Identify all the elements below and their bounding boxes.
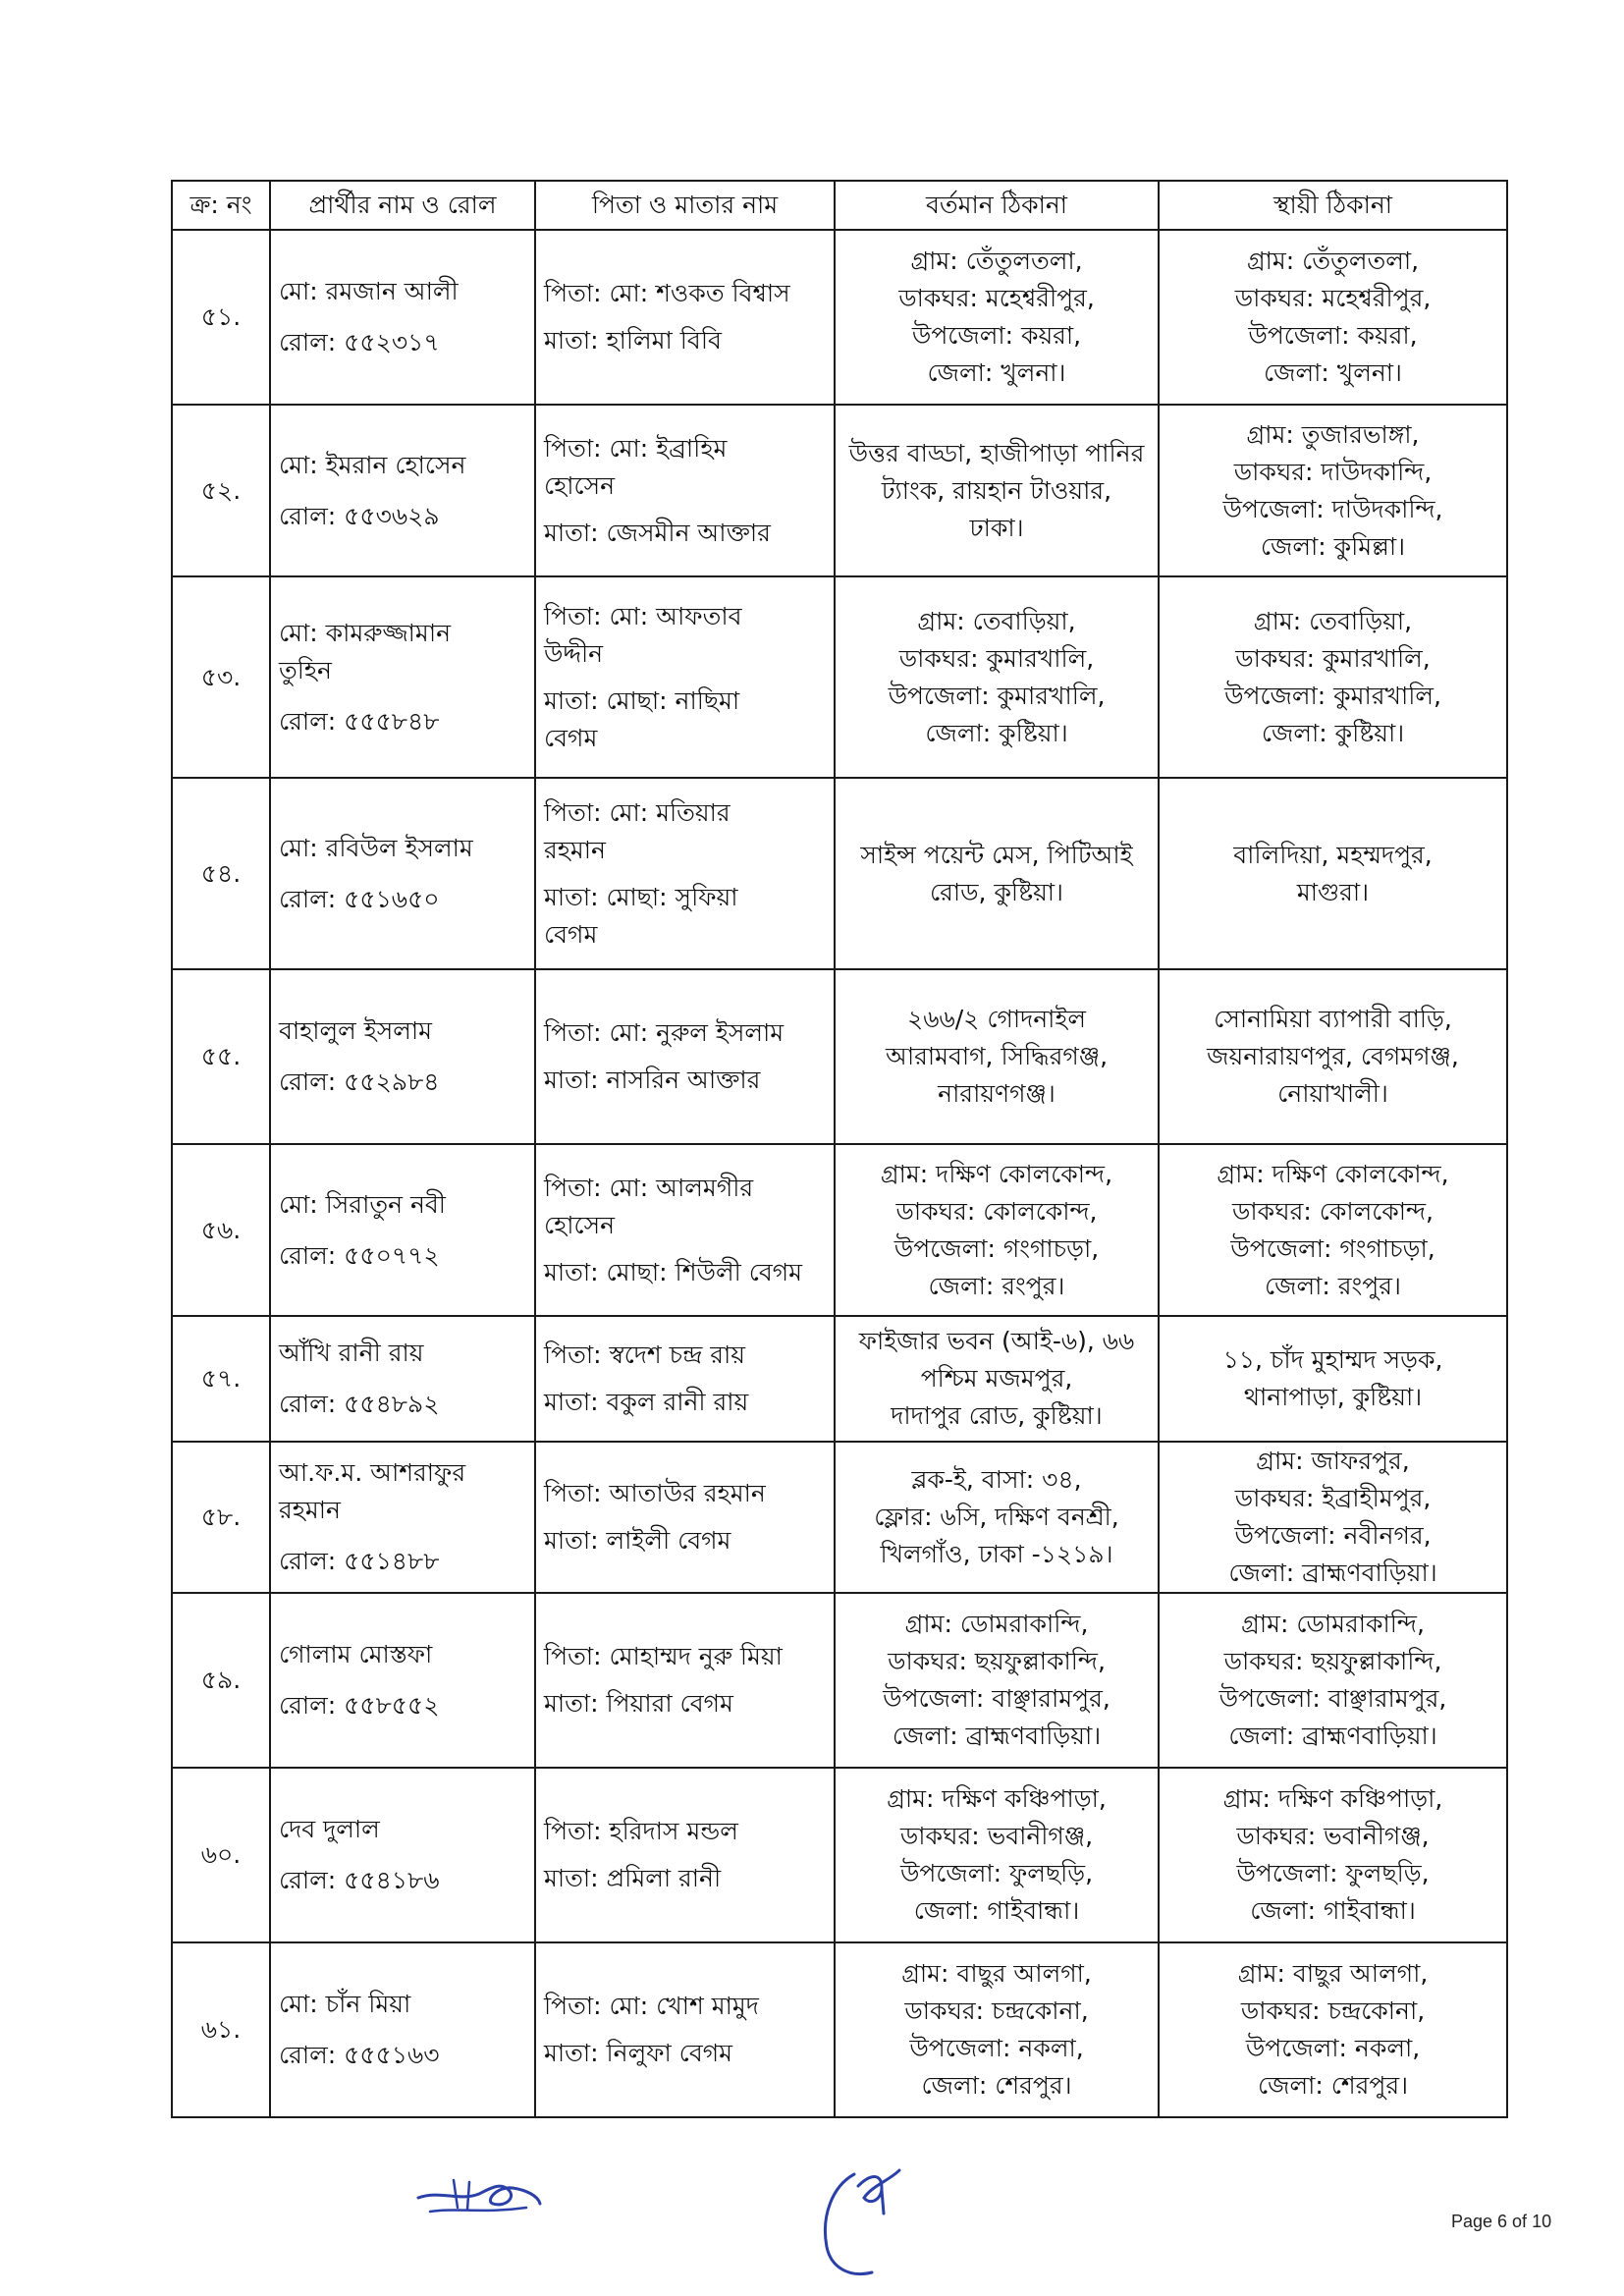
present-address-line: ডাকঘর: মহেশ্বরীপুর, bbox=[898, 284, 1095, 312]
candidate-name: দেব দুলাল bbox=[279, 1815, 380, 1843]
permanent-address-line: উপজেলা: দাউদকান্দি, bbox=[1222, 494, 1443, 523]
name-roll-cell bbox=[270, 1144, 535, 1316]
present-address-line: নারায়ণগঞ্জ। bbox=[938, 1079, 1056, 1108]
name-roll-cell bbox=[270, 1768, 535, 1942]
serial-number: ৬০. bbox=[172, 1768, 270, 1942]
parents-cell bbox=[535, 778, 835, 969]
table-row bbox=[172, 576, 1507, 778]
permanent-address-line: ডাকঘর: ভবানীগঞ্জ, bbox=[1236, 1822, 1430, 1850]
serial-number: ৫৩. bbox=[172, 576, 270, 778]
present-address-line: উপজেলা: ফুলছড়ি, bbox=[899, 1859, 1094, 1887]
mother-name: মাতা: মোছা: নাছিমা bbox=[544, 685, 740, 715]
permanent-address-line: সোনামিয়া ব্যাপারী বাড়ি, bbox=[1214, 1005, 1452, 1033]
permanent-address-line: জয়নারায়ণপুর, বেগমগঞ্জ, bbox=[1207, 1042, 1459, 1070]
candidate-roll: রোল: ৫৫৪৮৯২ bbox=[279, 1390, 440, 1418]
permanent-address-cell bbox=[1159, 778, 1507, 969]
mother-name: মাতা: প্রমিলা রানী bbox=[544, 1864, 722, 1892]
table-header-row bbox=[172, 181, 1507, 230]
table-row bbox=[172, 1442, 1507, 1593]
permanent-address-line: ডাকঘর: চন্দ্রকোনা, bbox=[1240, 1996, 1426, 2025]
serial-number: ৫৮. bbox=[172, 1442, 270, 1593]
present-address-line: ডাকঘর: কোলকোন্দ, bbox=[895, 1196, 1098, 1226]
father-name: পিতা: স্বদেশ চন্দ্র রায় bbox=[544, 1340, 746, 1369]
name-roll-cell bbox=[270, 1593, 535, 1768]
permanent-address-line: ডাকঘর: ছয়ফুল্লাকান্দি, bbox=[1223, 1647, 1442, 1675]
father-name: রহমান bbox=[544, 835, 606, 864]
header-present-address: বর্তমান ঠিকানা bbox=[835, 181, 1159, 230]
father-name: পিতা: হরিদাস মন্ডল bbox=[544, 1817, 738, 1845]
permanent-address-line: জেলা: খুলনা। bbox=[1264, 358, 1402, 387]
candidate-name: মো: কামরুজ্জামান bbox=[279, 618, 451, 647]
parents-cell bbox=[535, 1768, 835, 1942]
candidate-roll: রোল: ৫৫২৩১৭ bbox=[279, 328, 440, 356]
signature-right bbox=[813, 2157, 921, 2284]
permanent-address-line: জেলা: ব্রাহ্মণবাড়িয়া। bbox=[1228, 1558, 1437, 1587]
permanent-address-line: জেলা: রংপুর। bbox=[1265, 1271, 1401, 1300]
mother-block bbox=[544, 1062, 826, 1099]
parents-cell bbox=[535, 230, 835, 405]
permanent-address-line: গ্রাম: দক্ষিণ কোলকোন্দ, bbox=[1217, 1159, 1449, 1188]
mother-name: মাতা: জেসমীন আক্তার bbox=[544, 518, 771, 547]
present-address-line: উপজেলা: গংগাচড়া, bbox=[893, 1233, 1100, 1263]
present-address-line: গ্রাম: তেঁতুলতলা, bbox=[910, 246, 1083, 275]
permanent-address-line: মাগুরা। bbox=[1296, 877, 1370, 906]
present-address-cell bbox=[835, 576, 1159, 778]
name-roll-cell bbox=[270, 1442, 535, 1593]
father-name: পিতা: মো: আফতাব bbox=[544, 601, 742, 630]
mother-block bbox=[544, 1384, 826, 1421]
present-address-cell bbox=[835, 405, 1159, 576]
parents-cell bbox=[535, 1942, 835, 2117]
candidate-roll: রোল: ৫৫৮৫৫২ bbox=[279, 1691, 440, 1720]
permanent-address-line: ডাকঘর: ইব্রাহীমপুর, bbox=[1234, 1484, 1432, 1512]
name-roll-cell bbox=[270, 230, 535, 405]
mother-block bbox=[544, 1254, 826, 1291]
parents-cell bbox=[535, 1593, 835, 1768]
mother-name: মাতা: লাইলী বেগম bbox=[544, 1526, 731, 1555]
permanent-address-cell bbox=[1159, 405, 1507, 576]
candidate-roll: রোল: ৫৫১৬৫০ bbox=[279, 884, 440, 913]
present-address-line: ফ্লোর: ৬সি, দক্ষিণ বনশ্রী, bbox=[874, 1503, 1119, 1531]
candidate-roll: রোল: ৫৫৩৬২৯ bbox=[279, 501, 440, 530]
permanent-address-cell bbox=[1159, 1442, 1507, 1593]
present-address-line: জেলা: রংপুর। bbox=[928, 1271, 1065, 1300]
present-address-cell bbox=[835, 1442, 1159, 1593]
present-address-line: জেলা: ব্রাহ্মণবাড়িয়া। bbox=[892, 1722, 1102, 1750]
present-address-line: আরামবাগ, সিদ্ধিরগঞ্জ, bbox=[885, 1042, 1109, 1070]
table-row bbox=[172, 969, 1507, 1144]
present-address-line: গ্রাম: বাছুর আলগা, bbox=[901, 1959, 1092, 1988]
father-name: হোসেন bbox=[544, 470, 616, 500]
father-name: পিতা: মো: নুরুল ইসলাম bbox=[544, 1018, 785, 1047]
present-address-line: গ্রাম: দক্ষিণ কোলকোন্দ, bbox=[880, 1159, 1113, 1188]
mother-name: মাতা: পিয়ারা বেগম bbox=[544, 1689, 733, 1718]
mother-name: বেগম bbox=[544, 919, 598, 949]
parents-cell bbox=[535, 969, 835, 1144]
present-address-line: পশ্চিম মজমপুর, bbox=[920, 1364, 1073, 1393]
present-address-cell bbox=[835, 1316, 1159, 1442]
mother-name: মাতা: হালিমা বিবি bbox=[544, 326, 722, 355]
permanent-address-line: ডাকঘর: কুমারখালি, bbox=[1235, 643, 1431, 673]
father-name: পিতা: মো: মতিয়ার bbox=[544, 797, 731, 827]
mother-block bbox=[544, 515, 826, 552]
mother-block bbox=[544, 1860, 826, 1897]
candidate-name: বাহালুল ইসলাম bbox=[279, 1016, 433, 1045]
header-parents: পিতা ও মাতার নাম bbox=[535, 181, 835, 230]
permanent-address-line: থানাপাড়া, কুষ্টিয়া। bbox=[1243, 1383, 1423, 1411]
present-address-line: গ্রাম: তেবাড়িয়া, bbox=[917, 606, 1076, 635]
permanent-address-cell bbox=[1159, 1316, 1507, 1442]
table-row bbox=[172, 1316, 1507, 1442]
parents-cell bbox=[535, 1442, 835, 1593]
present-address-line: ফাইজার ভবন (আই-৬), ৬৬ bbox=[858, 1327, 1135, 1355]
candidate-roll: রোল: ৫৫৫৮৪৮ bbox=[279, 706, 440, 736]
permanent-address-line: উপজেলা: বাঞ্ছারামপুর, bbox=[1218, 1684, 1447, 1713]
present-address-cell bbox=[835, 1144, 1159, 1316]
present-address-cell bbox=[835, 1942, 1159, 2117]
present-address-line: উপজেলা: কয়রা, bbox=[911, 321, 1082, 350]
present-address-line: উপজেলা: বাঞ্ছারামপুর, bbox=[883, 1684, 1110, 1713]
header-serial: ক্র: নং bbox=[172, 181, 270, 230]
candidate-name: মো: রবিউল ইসলাম bbox=[279, 833, 473, 862]
present-address-line: জেলা: খুলনা। bbox=[927, 358, 1066, 387]
present-address-cell bbox=[835, 1593, 1159, 1768]
parents-cell bbox=[535, 576, 835, 778]
present-address-line: ট্যাংক, রায়হান টাওয়ার, bbox=[881, 475, 1112, 505]
permanent-address-line: ১১, চাঁদ মুহাম্মদ সড়ক, bbox=[1222, 1345, 1443, 1374]
table-body bbox=[172, 230, 1507, 2117]
candidate-name: মো: সিরাতুন নবী bbox=[279, 1189, 446, 1219]
candidate-table bbox=[171, 180, 1508, 2118]
permanent-address-line: জেলা: গাইবান্ধা। bbox=[1250, 1896, 1416, 1925]
mother-block bbox=[544, 2035, 826, 2072]
candidate-name: আঁখি রানী রায় bbox=[279, 1339, 424, 1367]
candidate-name: মো: রমজান আলী bbox=[279, 277, 459, 305]
page-number: Page 6 of 10 bbox=[1451, 2212, 1552, 2231]
permanent-address-line: গ্রাম: তুজারভাঙ্গা, bbox=[1246, 419, 1420, 449]
father-name: পিতা: মো: আলমগীর bbox=[544, 1173, 754, 1202]
candidate-name: মো: ইমরান হোসেন bbox=[279, 450, 466, 479]
present-address-cell bbox=[835, 1768, 1159, 1942]
father-name: পিতা: মো: ইব্রাহিম bbox=[544, 433, 728, 463]
table-row bbox=[172, 1593, 1507, 1768]
header-name-roll: প্রার্থীর নাম ও রোল bbox=[270, 181, 535, 230]
present-address-cell bbox=[835, 230, 1159, 405]
father-name: পিতা: মো: খোশ মামুদ bbox=[544, 1992, 759, 2020]
table-row bbox=[172, 405, 1507, 576]
permanent-address-line: গ্রাম: জাফরপুর, bbox=[1256, 1447, 1410, 1475]
table-row bbox=[172, 1942, 1507, 2117]
father-name: পিতা: মো: শওকত বিশ্বাস bbox=[544, 279, 790, 307]
name-roll-cell bbox=[270, 576, 535, 778]
serial-number: ৫৪. bbox=[172, 778, 270, 969]
table-row bbox=[172, 230, 1507, 405]
name-roll-cell bbox=[270, 969, 535, 1144]
candidate-roll: রোল: ৫৫২৯৮৪ bbox=[279, 1067, 440, 1096]
permanent-address-cell bbox=[1159, 969, 1507, 1144]
present-address-line: দাদাপুর রোড, কুষ্টিয়া। bbox=[891, 1401, 1103, 1430]
present-address-line: ডাকঘর: কুমারখালি, bbox=[898, 643, 1095, 673]
present-address-line: সাইন্স পয়েন্ট মেস, পিটিআই bbox=[860, 840, 1133, 869]
table-row bbox=[172, 1144, 1507, 1316]
name-roll-cell bbox=[270, 778, 535, 969]
header-permanent-address: স্থায়ী ঠিকানা bbox=[1159, 181, 1507, 230]
mother-name: মাতা: নাসরিন আক্তার bbox=[544, 1066, 761, 1094]
parents-cell bbox=[535, 405, 835, 576]
permanent-address-cell bbox=[1159, 1144, 1507, 1316]
present-address-line: উপজেলা: নকলা, bbox=[909, 2034, 1084, 2062]
present-address-line: ডাকঘর: ভবানীগঞ্জ, bbox=[899, 1822, 1094, 1850]
serial-number: ৬১. bbox=[172, 1942, 270, 2117]
permanent-address-line: উপজেলা: ফুলছড়ি, bbox=[1236, 1859, 1430, 1887]
permanent-address-line: গ্রাম: ডোমরাকান্দি, bbox=[1241, 1610, 1425, 1638]
mother-name: মাতা: মোছা: সুফিয়া bbox=[544, 882, 738, 911]
present-address-line: ডাকঘর: ছয়ফুল্লাকান্দি, bbox=[888, 1647, 1106, 1675]
candidate-roll: রোল: ৫৫৪১৮৬ bbox=[279, 1866, 440, 1894]
permanent-address-line: গ্রাম: তেবাড়িয়া, bbox=[1253, 606, 1413, 635]
mother-block bbox=[544, 683, 826, 757]
parents-cell bbox=[535, 1316, 835, 1442]
permanent-address-line: নোয়াখালী। bbox=[1277, 1079, 1388, 1108]
candidate-roll: রোল: ৫৫১৪৮৮ bbox=[279, 1547, 440, 1575]
mother-block bbox=[544, 322, 826, 359]
present-address-line: উত্তর বাড্ডা, হাজীপাড়া পানির bbox=[848, 438, 1145, 467]
permanent-address-line: ডাকঘর: মহেশ্বরীপুর, bbox=[1234, 284, 1432, 312]
father-name: উদ্দীন bbox=[544, 638, 604, 668]
mother-name: মাতা: মোছা: শিউলী বেগম bbox=[544, 1257, 803, 1286]
permanent-address-line: উপজেলা: গংগাচড়া, bbox=[1230, 1233, 1435, 1263]
permanent-address-line: উপজেলা: নবীনগর, bbox=[1234, 1521, 1432, 1550]
present-address-cell bbox=[835, 969, 1159, 1144]
present-address-line: খিলগাঁও, ঢাকা -১২১৯। bbox=[880, 1540, 1113, 1568]
parents-cell bbox=[535, 1144, 835, 1316]
permanent-address-cell bbox=[1159, 1768, 1507, 1942]
permanent-address-line: গ্রাম: বাছুর আলগা, bbox=[1237, 1959, 1429, 1988]
present-address-line: জেলা: কুষ্টিয়া। bbox=[925, 718, 1068, 747]
present-address-line: ২৬৬/২ গোদনাইল bbox=[906, 1005, 1087, 1033]
mother-name: মাতা: বকুল রানী রায় bbox=[544, 1388, 749, 1416]
permanent-address-line: ডাকঘর: কোলকোন্দ, bbox=[1231, 1196, 1434, 1226]
mother-name: মাতা: নিলুফা বেগম bbox=[544, 2039, 733, 2067]
name-roll-cell bbox=[270, 405, 535, 576]
permanent-address-line: জেলা: ব্রাহ্মণবাড়িয়া। bbox=[1228, 1722, 1437, 1750]
present-address-cell bbox=[835, 778, 1159, 969]
permanent-address-cell bbox=[1159, 230, 1507, 405]
name-roll-cell bbox=[270, 1942, 535, 2117]
mother-name: বেগম bbox=[544, 723, 598, 752]
permanent-address-line: গ্রাম: তেঁতুলতলা, bbox=[1246, 246, 1420, 275]
permanent-address-line: উপজেলা: নকলা, bbox=[1245, 2034, 1421, 2062]
present-address-line: ব্লক-ই, বাসা: ৩৪, bbox=[911, 1465, 1082, 1494]
mother-block bbox=[544, 879, 826, 954]
permanent-address-line: বালিদিয়া, মহম্মদপুর, bbox=[1233, 840, 1433, 869]
present-address-line: ঢাকা। bbox=[969, 513, 1024, 542]
present-address-line: গ্রাম: দক্ষিণ কঞ্চিপাড়া, bbox=[887, 1784, 1107, 1813]
serial-number: ৫৫. bbox=[172, 969, 270, 1144]
permanent-address-line: জেলা: কুষ্টিয়া। bbox=[1261, 718, 1405, 747]
serial-number: ৫২. bbox=[172, 405, 270, 576]
father-name: হোসেন bbox=[544, 1210, 616, 1239]
table-row bbox=[172, 778, 1507, 969]
mother-block bbox=[544, 1522, 826, 1559]
permanent-address-line: উপজেলা: কুমারখালি, bbox=[1224, 681, 1441, 710]
father-name: পিতা: মোহাম্মদ নুরু মিয়া bbox=[544, 1642, 783, 1670]
permanent-address-line: জেলা: শেরপুর। bbox=[1257, 2071, 1409, 2100]
present-address-line: ডাকঘর: চন্দ্রকোনা, bbox=[904, 1996, 1089, 2025]
serial-number: ৫৬. bbox=[172, 1144, 270, 1316]
candidate-roll: রোল: ৫৫০৭৭২ bbox=[279, 1240, 440, 1270]
serial-number: ৫১. bbox=[172, 230, 270, 405]
permanent-address-line: ডাকঘর: দাউদকান্দি, bbox=[1233, 457, 1433, 486]
candidate-roll: রোল: ৫৫৫১৬৩ bbox=[279, 2041, 440, 2069]
permanent-address-cell bbox=[1159, 1593, 1507, 1768]
father-name: পিতা: আতাউর রহমান bbox=[544, 1479, 766, 1507]
signature-left bbox=[410, 2168, 548, 2227]
name-roll-cell bbox=[270, 1316, 535, 1442]
permanent-address-line: গ্রাম: দক্ষিণ কঞ্চিপাড়া, bbox=[1222, 1784, 1443, 1813]
candidate-name: তুহিন bbox=[279, 655, 332, 684]
candidate-name: রহমান bbox=[279, 1496, 341, 1524]
permanent-address-cell bbox=[1159, 1942, 1507, 2117]
mother-block bbox=[544, 1685, 826, 1722]
candidate-name: আ.ফ.ম. আশরাফুর bbox=[279, 1458, 466, 1487]
candidate-name: গোলাম মোস্তফা bbox=[279, 1640, 433, 1668]
serial-number: ৫৭. bbox=[172, 1316, 270, 1442]
permanent-address-line: উপজেলা: কয়রা, bbox=[1248, 321, 1418, 350]
present-address-line: রোড, কুষ্টিয়া। bbox=[930, 877, 1063, 906]
present-address-line: জেলা: শেরপুর। bbox=[921, 2071, 1072, 2100]
present-address-line: উপজেলা: কুমারখালি, bbox=[888, 681, 1106, 710]
permanent-address-cell bbox=[1159, 576, 1507, 778]
present-address-line: গ্রাম: ডোমরাকান্দি, bbox=[904, 1610, 1089, 1638]
table-row bbox=[172, 1768, 1507, 1942]
permanent-address-line: জেলা: কুমিল্লা। bbox=[1260, 531, 1406, 561]
serial-number: ৫৯. bbox=[172, 1593, 270, 1768]
candidate-name: মো: চাঁন মিয়া bbox=[279, 1990, 411, 2018]
present-address-line: জেলা: গাইবান্ধা। bbox=[913, 1896, 1080, 1925]
